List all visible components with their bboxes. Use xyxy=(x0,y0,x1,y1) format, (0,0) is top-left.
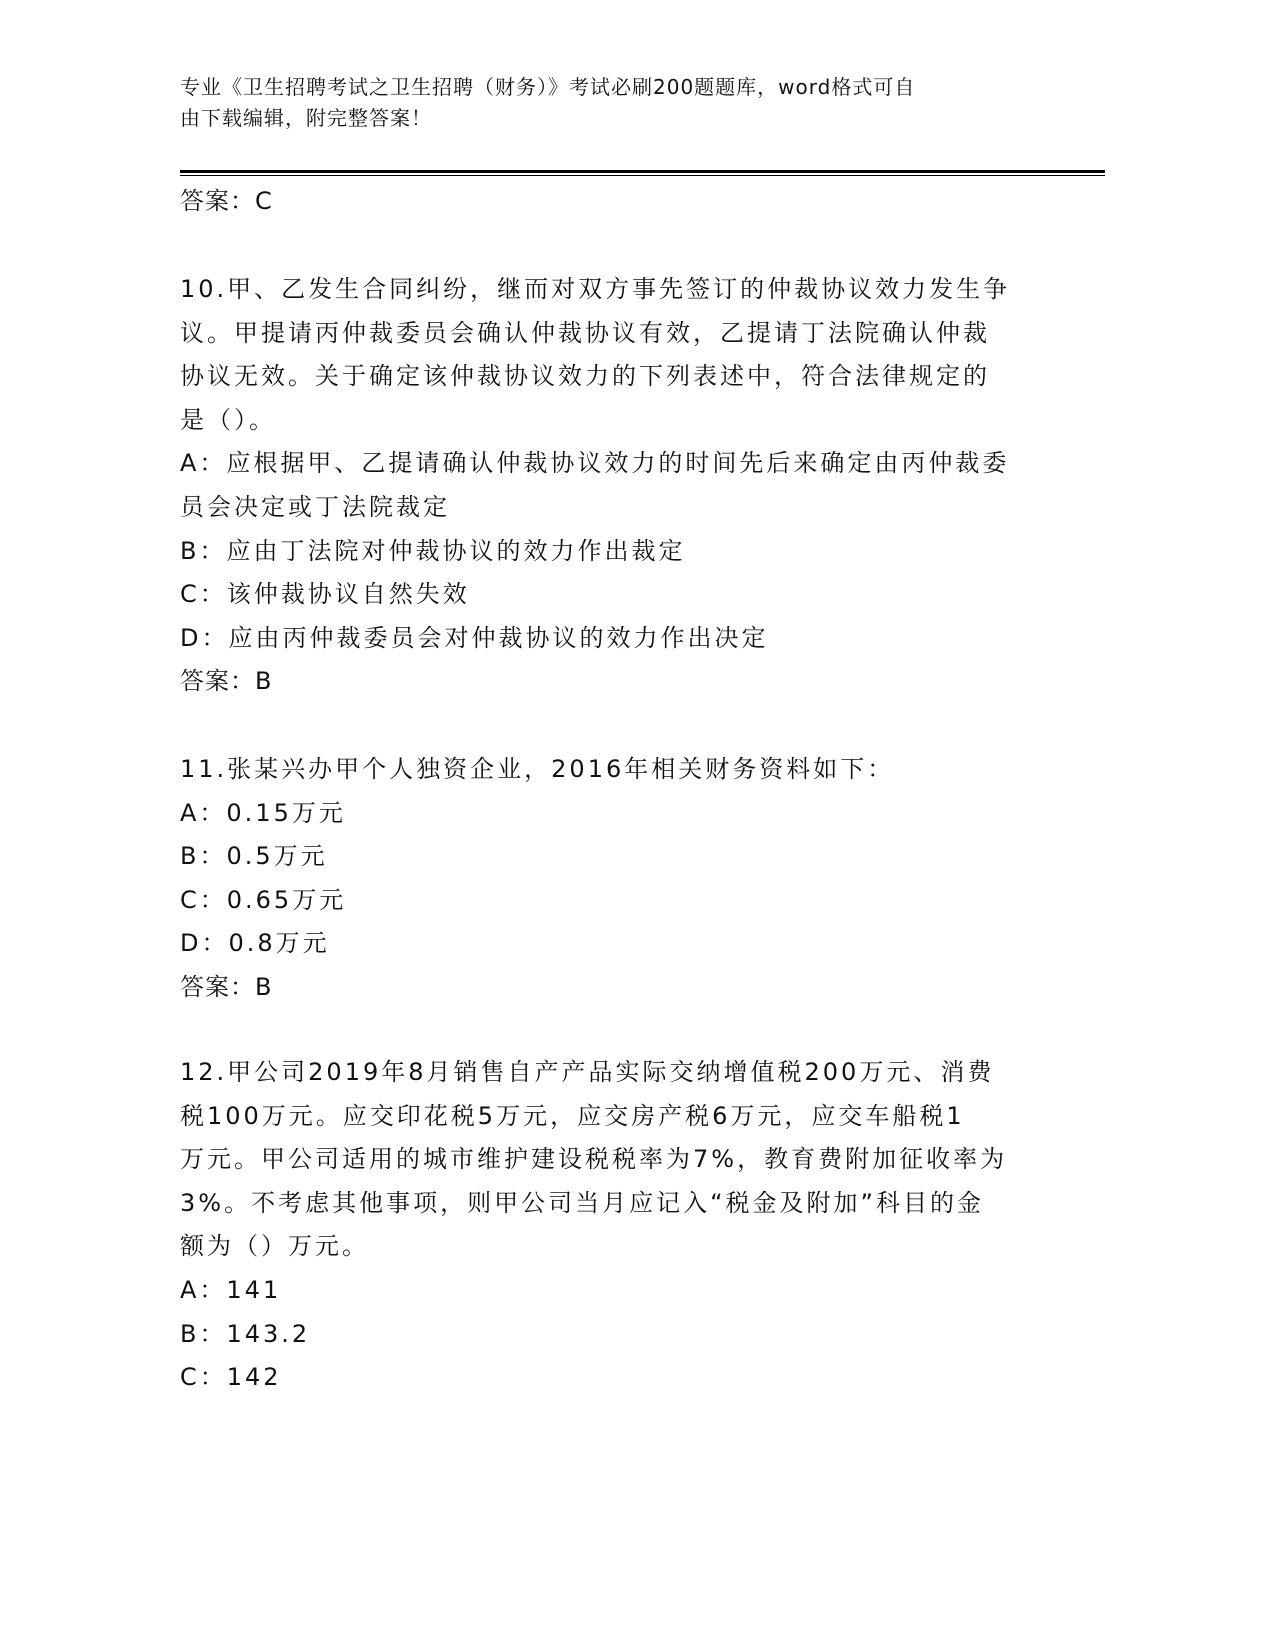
option-b: B：143.2 xyxy=(180,1319,311,1348)
previous-answer-block xyxy=(180,180,1060,224)
answer: 答案：B xyxy=(180,667,273,696)
option-c: C：0.65万元 xyxy=(180,885,347,914)
question-text: 万元。甲公司适用的城市维护建设税税率为7%，教育费附加征收率为 xyxy=(180,1145,1008,1174)
option-c: C：该仲裁协议自然失效 xyxy=(180,580,470,609)
option-b: B：应由丁法院对仲裁协议的效力作出裁定 xyxy=(180,536,686,565)
question-text: 议。甲提请丙仲裁委员会确认仲裁协议有效，乙提请丁法院确认仲裁 xyxy=(180,318,990,347)
option-d: D：0.8万元 xyxy=(180,929,330,958)
document-header xyxy=(180,72,1040,134)
option-d: D：应由丙仲裁委员会对仲裁协议的效力作出决定 xyxy=(180,623,769,652)
header-line: 专业《卫生招聘考试之卫生招聘（财务）》考试必刷200题题库，word格式可自 xyxy=(180,75,916,99)
option-c: C：142 xyxy=(180,1363,282,1392)
answer: 答案：C xyxy=(180,187,273,215)
option-a-cont: 员会决定或丁法院裁定 xyxy=(180,492,450,521)
header-line: 由下载编辑，附完整答案！ xyxy=(180,106,432,130)
option-a: A：141 xyxy=(180,1275,282,1304)
header-rule-thin xyxy=(180,175,1105,176)
question-text: 是（）。 xyxy=(180,405,276,434)
question-text: 10.甲、乙发生合同纠纷，继而对双方事先签订的仲裁协议效力发生争 xyxy=(180,275,1011,303)
question-12 xyxy=(180,1051,1060,1400)
question-text: 协议无效。关于确定该仲裁协议效力的下列表述中，符合法律规定的 xyxy=(180,362,990,391)
question-text: 3%。不考虑其他事项，则甲公司当月应记入“税金及附加”科目的金 xyxy=(180,1188,984,1217)
question-text: 11.张某兴办甲个人独资企业，2016年相关财务资料如下： xyxy=(180,755,895,783)
option-a: A：应根据甲、乙提请确认仲裁协议效力的时间先后来确定由丙仲裁委 xyxy=(180,449,1010,478)
question-text: 额为（）万元。 xyxy=(180,1232,369,1261)
question-10 xyxy=(180,268,1060,704)
question-text: 税100万元。应交印花税5万元，应交房产税6万元，应交车船税1 xyxy=(180,1101,965,1130)
answer: 答案：B xyxy=(180,972,273,1001)
question-text: 12.甲公司2019年8月销售自产产品实际交纳增值税200万元、消费 xyxy=(180,1058,995,1086)
option-a: A：0.15万元 xyxy=(180,798,346,827)
question-11 xyxy=(180,748,1060,1010)
option-b: B：0.5万元 xyxy=(180,842,328,871)
header-rule-thick xyxy=(180,170,1105,173)
